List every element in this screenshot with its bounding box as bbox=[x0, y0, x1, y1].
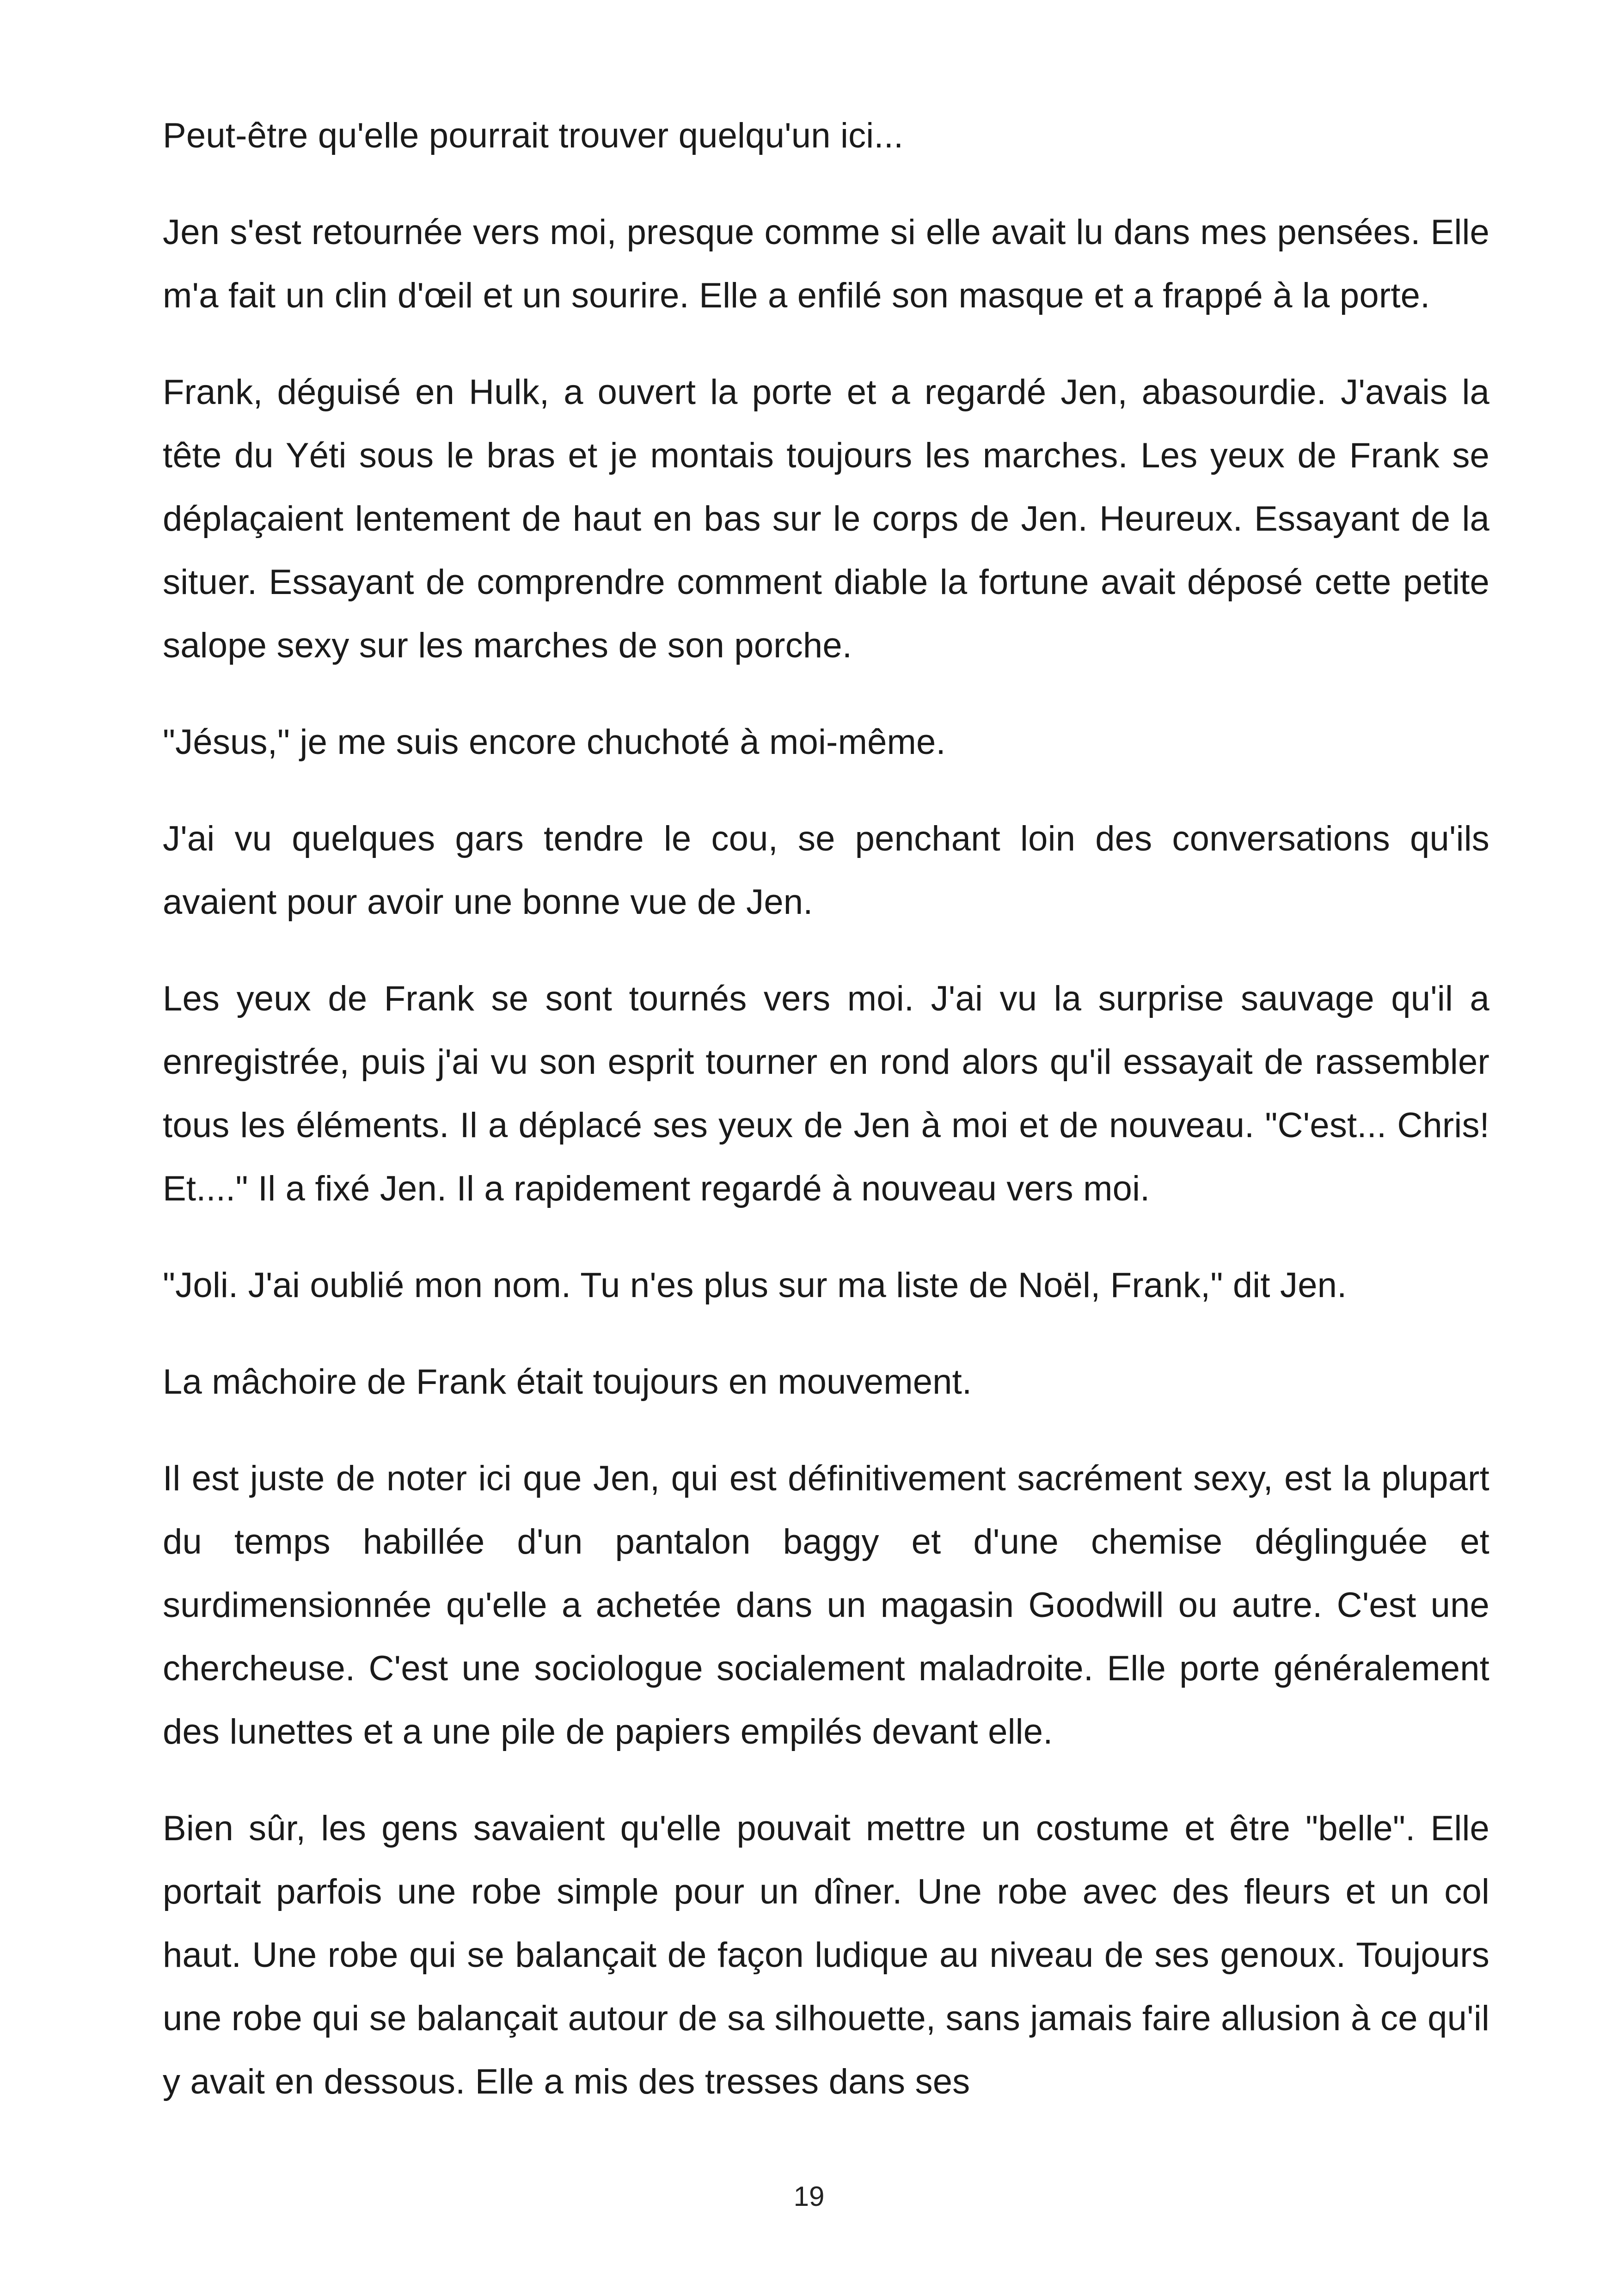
paragraph-6: Les yeux de Frank se sont tournés vers moi. J'ai vu la surprise sauvage qu'il a enregistrée, puis j'ai vu son esprit tourner en rond alors qu'il essayait de rassembler tous les éléments. Il a déplacé ses yeux de Jen à moi et de nouveau. "C'est... Chris! Et...." Il a fixé Jen. Il a rapidement regardé à nouveau vers moi. bbox=[163, 979, 1489, 1208]
paragraph-5: J'ai vu quelques gars tendre le cou, se penchant loin des conversations qu'ils avaient pour avoir une bonne vue de Jen. bbox=[163, 819, 1489, 922]
paragraph-1: Peut-être qu'elle pourrait trouver quelqu'un ici... bbox=[163, 116, 904, 155]
paragraph-3: Frank, déguisé en Hulk, a ouvert la porte et a regardé Jen, abasourdie. J'avais la tête du Yéti sous le bras et je montais toujours les marches. Les yeux de Frank se déplaçaient lentement de haut en bas sur le corps de Jen. Heureux. Essayant de la situer. Essayant de comprendre comment diable la fortune avait déposé cette petite salope sexy sur les marches de son porche. bbox=[163, 373, 1489, 665]
paragraph-8: La mâchoire de Frank était toujours en mouvement. bbox=[163, 1362, 972, 1402]
paragraph-10: Bien sûr, les gens savaient qu'elle pouvait mettre un costume et être "belle". Elle portait parfois une robe simple pour un dîner. Une robe avec des fleurs et un col haut. Une robe qui se balançait de façon ludique au niveau de ses genoux. Toujours une robe qui se balançait autour de sa silhouette, sans jamais faire allusion à ce qu'il y avait en dessous. Elle a mis des tresses dans ses bbox=[163, 1809, 1489, 2101]
paragraph-4: "Jésus," je me suis encore chuchoté à moi-même. bbox=[163, 722, 946, 762]
page-number: 19 bbox=[793, 2181, 825, 2212]
paragraph-9: Il est juste de noter ici que Jen, qui est définitivement sacrément sexy, est la plupart du temps habillée d'un pantalon baggy et d'une chemise déglinguée et surdimensionnée qu'elle a achetée dans un magasin Goodwill ou autre. C'est une chercheuse. C'est une sociologue socialement maladroite. Elle porte généralement des lunettes et a une pile de papiers empilés devant elle. bbox=[163, 1459, 1489, 1751]
body-text bbox=[163, 104, 1489, 2147]
paragraph-7: "Joli. J'ai oublié mon nom. Tu n'es plus sur ma liste de Noël, Frank," dit Jen. bbox=[163, 1266, 1347, 1305]
paragraph-2: Jen s'est retournée vers moi, presque comme si elle avait lu dans mes pensées. Elle m'a fait un clin d'œil et un sourire. Elle a enfilé son masque et a frappé à la porte. bbox=[163, 213, 1489, 315]
